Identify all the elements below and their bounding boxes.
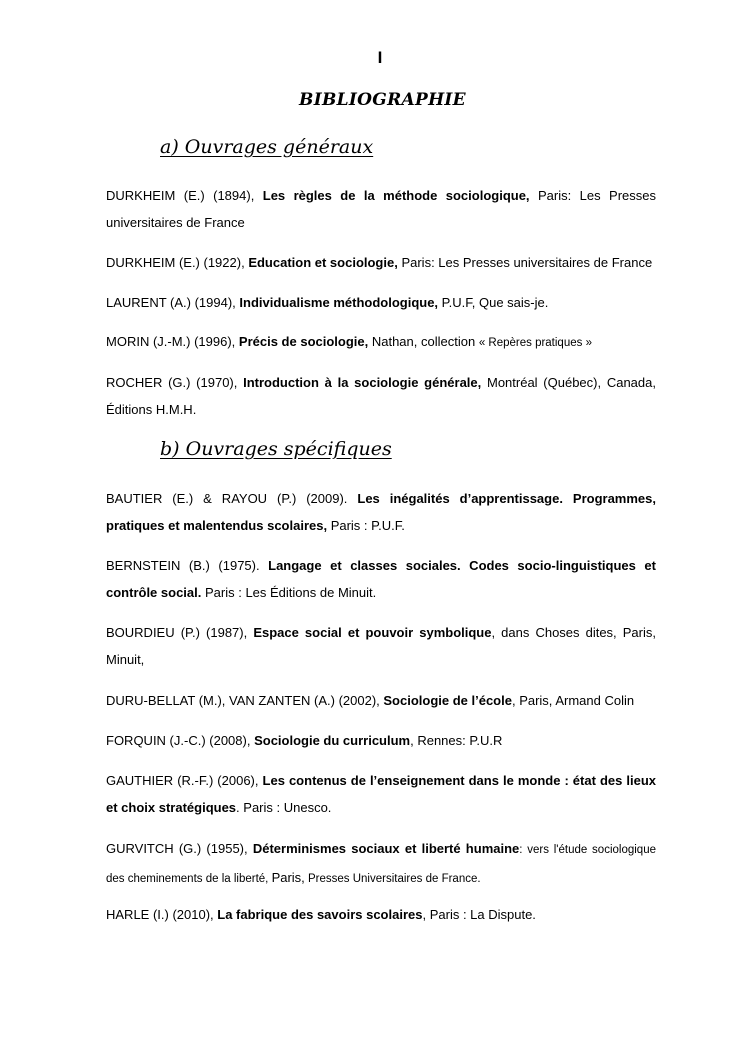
- bibliography-entry: GAUTHIER (R.-F.) (2006), Les contenus de l’enseignement dans le monde : état des lieux et choix stratégiques. Paris : Unesco.: [106, 773, 656, 815]
- bibliography-entry: DURKHEIM (E.) (1894), Les règles de la méthode sociologique, Paris: Les Presses universitaires de France: [106, 188, 656, 230]
- bibliography-entry: BERNSTEIN (B.) (1975). Langage et classes sociales. Codes socio-linguistiques et contrôle social. Paris : Les Éditions de Minuit.: [106, 558, 656, 600]
- bibliography-entry: HARLE (I.) (2010), La fabrique des savoirs scolaires, Paris : La Dispute.: [106, 907, 536, 922]
- bibliography-entry: DURU-BELLAT (M.), VAN ZANTEN (A.) (2002), Sociologie de l’école, Paris, Armand Colin: [106, 693, 635, 708]
- section-heading-general: a) Ouvrages généraux: [160, 136, 374, 158]
- bibliography-entry: DURKHEIM (E.) (1922), Education et sociologie, Paris: Les Presses universitaires de France: [106, 255, 653, 270]
- bibliography-entry: MORIN (J.-M.) (1996), Précis de sociologie, Nathan, collection « Repères pratiques »: [106, 334, 592, 349]
- page-title: BIBLIOGRAPHIE: [299, 90, 466, 110]
- page-number: I: [377, 48, 383, 67]
- section-heading-specific: b) Ouvrages spécifiques: [160, 438, 392, 460]
- bibliography-entry: BAUTIER (E.) & RAYOU (P.) (2009). Les inégalités d’apprentissage. Programmes, pratiques et malentendus scolaires, Paris : P.U.F.: [106, 491, 656, 533]
- bibliography-entry: GURVITCH (G.) (1955), Déterminismes sociaux et liberté humaine: vers l'étude sociologique des cheminements de la liberté, Paris, Presses Universitaires de France.: [106, 841, 656, 885]
- bibliography-entry: FORQUIN (J.-C.) (2008), Sociologie du curriculum, Rennes: P.U.R: [106, 733, 503, 748]
- bibliography-entry: LAURENT (A.) (1994), Individualisme méthodologique, P.U.F, Que sais-je.: [106, 295, 549, 310]
- bibliography-entry: BOURDIEU (P.) (1987), Espace social et pouvoir symbolique, dans Choses dites, Paris, Minuit,: [106, 625, 656, 667]
- bibliography-entry: ROCHER (G.) (1970), Introduction à la sociologie générale, Montréal (Québec), Canada, Éditions H.M.H.: [106, 375, 656, 417]
